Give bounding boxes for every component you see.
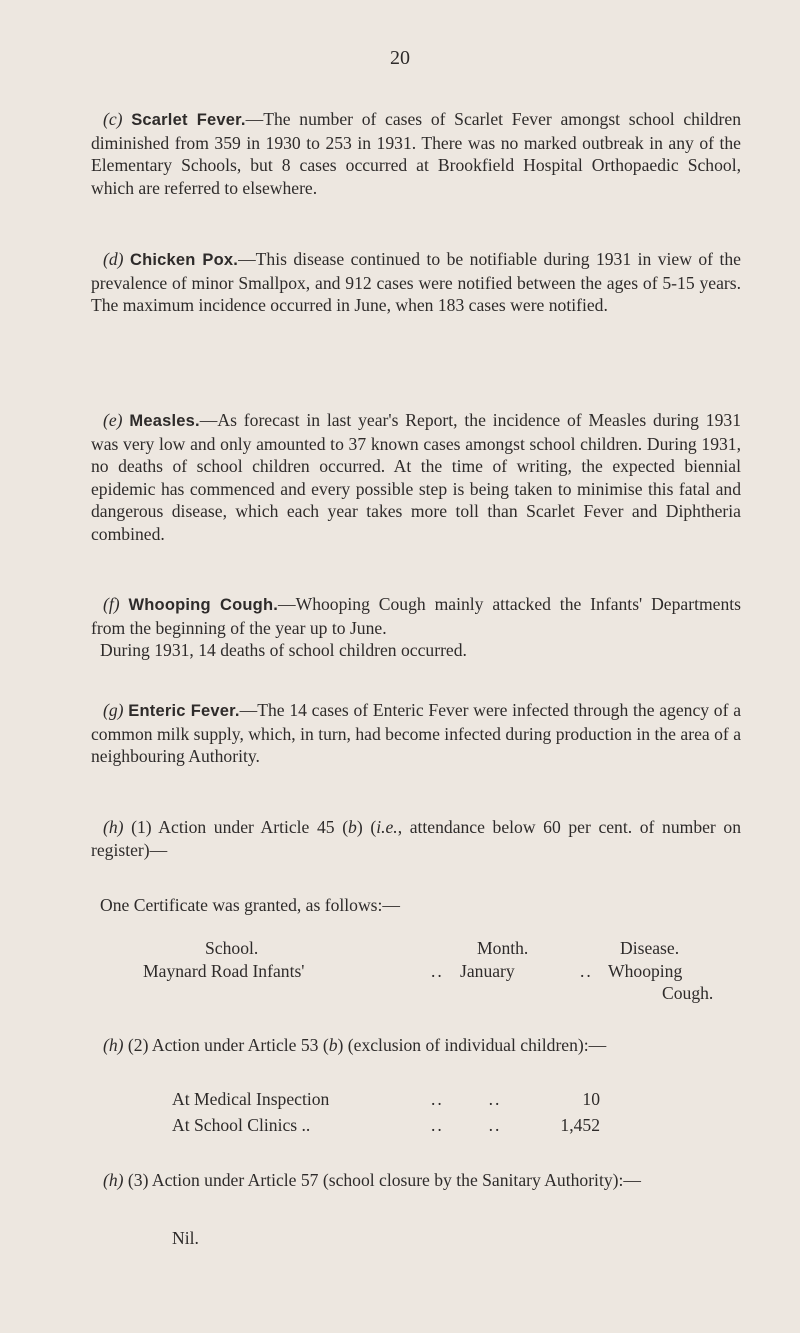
certificate-line: One Certificate was granted, as follows:— [100, 895, 400, 915]
section-chicken-pox [91, 248, 741, 317]
section-article-57: (h) (3) Action under Article 57 (school closure by the Sanitary Authority):— [103, 1170, 641, 1190]
section-label: (h) [103, 817, 124, 837]
table-cell-school: Maynard Road Infants' [143, 961, 305, 981]
section-heading: Whooping Cough. [128, 596, 279, 614]
section-whooping-cough [91, 593, 741, 639]
exclusion-label: At Medical Inspection [172, 1089, 330, 1109]
table-header-month: Month. [477, 938, 529, 958]
section-label: (h) [103, 1035, 124, 1055]
section-label: (g) [103, 700, 124, 720]
section-text: —This disease continued to be notifiable during 1931 in view of the prevalence of minor Smallpox, and 912 cases were notified between the ages of 5-15 years. The maximum incidence occurred in June, when 183 cases were notified. [91, 249, 741, 315]
section-text: —The 14 cases of Enteric Fever were infected through the agency of a common milk supply, which, in turn, had become infected during production in the area of a neighbouring Authority. [91, 700, 741, 766]
section-label: (e) [103, 410, 123, 430]
table-cell-disease-cont: Cough. [662, 983, 714, 1003]
section-article-45: (h) (1) Action under Article 45 (b) (i.e., attendance below 60 per cent. of number on register)— [91, 817, 741, 860]
exclusion-leaders: .. .. [431, 1115, 502, 1135]
table-header-school: School. [205, 938, 259, 958]
section-label: (d) [103, 249, 124, 269]
exclusion-value: 10 [582, 1089, 600, 1109]
page-number: 20 [390, 47, 410, 69]
section-text: —As forecast in last year's Report, the incidence of Measles during 1931 was very low and only amounted to 37 known cases amongst school children. During 1931, no deaths of school children occurred. At the time of writing, the expected biennial epidemic has commenced and every possible step is being taken to minimise this fatal and dangerous disease, which each year takes more toll than Scarlet Fever and Diphtheria combined. [91, 410, 741, 544]
section-heading: Enteric Fever. [128, 702, 240, 720]
section-heading: Scarlet Fever. [131, 111, 246, 129]
article-57-value: Nil. [172, 1228, 199, 1248]
table-leader: .. [431, 961, 444, 981]
section-measles [91, 409, 741, 545]
exclusion-value: 1,452 [560, 1115, 600, 1135]
exclusion-leaders: .. .. [431, 1089, 502, 1109]
table-leader: .. [580, 961, 593, 981]
section-label: (c) [103, 109, 123, 129]
section-article-53: (h) (2) Action under Article 53 (b) (exclusion of individual children):— [103, 1035, 607, 1055]
section-label: (f) [103, 594, 120, 614]
section-enteric-fever [91, 699, 741, 768]
section-text-continued: During 1931, 14 deaths of school children occurred. [100, 640, 467, 660]
section-heading: Measles. [129, 412, 200, 430]
table-header-disease: Disease. [620, 938, 680, 958]
section-heading: Chicken Pox. [129, 251, 239, 269]
section-label: (h) [103, 1170, 124, 1190]
table-cell-disease: Whooping [608, 961, 683, 981]
section-text: —Whooping Cough mainly attacked the Infants' Departments from the beginning of the year up to June. [91, 594, 741, 638]
section-scarlet-fever [91, 108, 741, 199]
exclusion-label: At School Clinics .. [172, 1115, 311, 1135]
section-text: —The number of cases of Scarlet Fever amongst school children diminished from 359 in 1930 to 253 in 1931. There was no marked outbreak in any of the Elementary Schools, but 8 cases occurred at Brookfield Hospital Orthopaedic School, which are referred to elsewhere. [91, 109, 742, 198]
table-cell-month: January [460, 961, 515, 981]
